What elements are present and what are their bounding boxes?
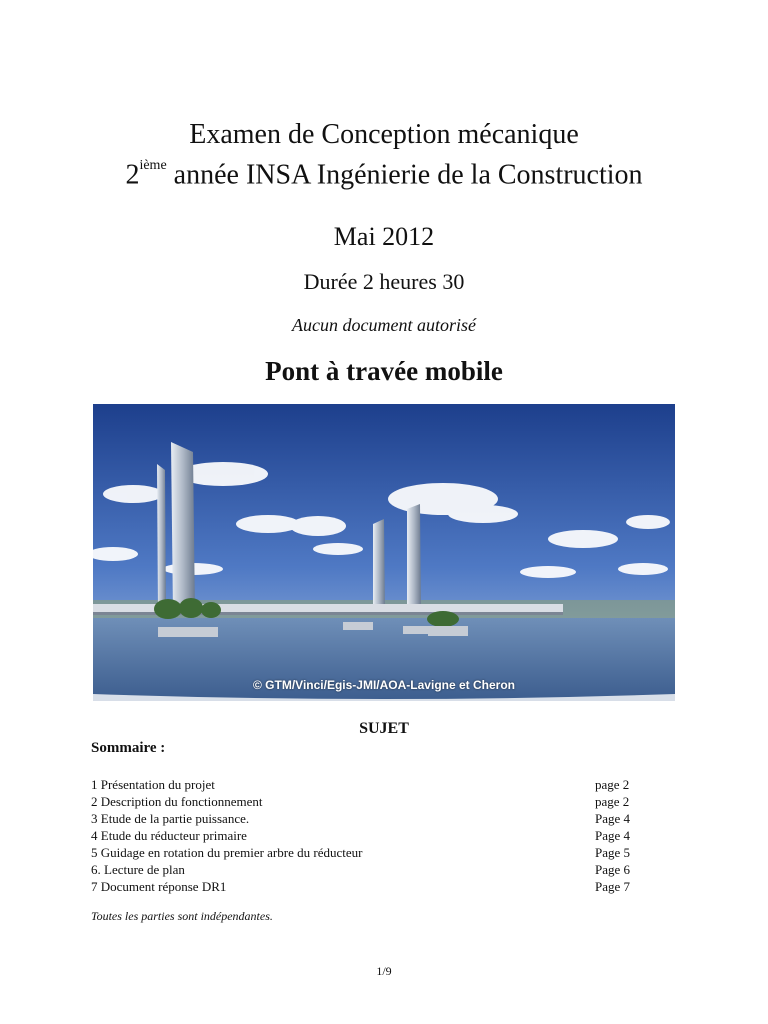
toc-item bbox=[91, 861, 641, 878]
toc-item-page: Page 5 bbox=[595, 845, 631, 860]
independence-note: Toutes les parties sont indépendantes. bbox=[91, 909, 273, 923]
toc-item bbox=[91, 776, 641, 793]
toc-item bbox=[91, 844, 641, 861]
toc-item-page: Page 7 bbox=[595, 879, 631, 894]
subject-title: Pont à travée mobile bbox=[265, 356, 503, 386]
toc-item-page: Page 4 bbox=[595, 811, 631, 826]
toc-item-label: 4 Etude du réducteur primaire bbox=[91, 828, 247, 843]
photo-credit: © GTM/Vinci/Egis-JMI/AOA-Lavigne et Cheron bbox=[253, 678, 515, 692]
exam-title: Examen de Conception mécanique bbox=[189, 119, 579, 150]
toc-item-page: page 2 bbox=[595, 794, 630, 809]
toc-item-label: 6. Lecture de plan bbox=[91, 862, 185, 877]
exam-duration: Durée 2 heures 30 bbox=[303, 269, 465, 294]
page-number: 1/9 bbox=[376, 964, 392, 978]
toc-item-label: 1 Présentation du projet bbox=[91, 777, 215, 792]
subtitle-superscript: ième bbox=[139, 158, 167, 173]
toc-item-label: 5 Guidage en rotation du premier arbre du réducteur bbox=[91, 845, 363, 860]
subtitle-rest: année INSA Ingénierie de la Construction bbox=[166, 159, 643, 191]
toc-item-label: 7 Document réponse DR1 bbox=[91, 879, 227, 894]
section-label: SUJET bbox=[359, 720, 409, 737]
toc-item-page: page 2 bbox=[595, 777, 630, 792]
toc-item-page: Page 4 bbox=[595, 828, 631, 843]
table-of-contents bbox=[91, 776, 641, 895]
toc-item bbox=[91, 810, 641, 827]
exam-subtitle bbox=[0, 153, 768, 192]
exam-date: Mai 2012 bbox=[333, 222, 435, 251]
toc-item-label: 2 Description du fonctionnement bbox=[91, 794, 263, 809]
documents-rule: Aucun document autorisé bbox=[292, 315, 476, 335]
toc-item bbox=[91, 793, 641, 810]
toc-item-page: Page 6 bbox=[595, 862, 631, 877]
toc-item bbox=[91, 878, 641, 895]
toc-item bbox=[91, 827, 641, 844]
subtitle-year: 2 bbox=[125, 159, 140, 191]
bridge-photo bbox=[93, 404, 675, 701]
toc-heading: Sommaire : bbox=[91, 740, 166, 756]
bridge-illustration bbox=[93, 404, 675, 701]
toc-item-label: 3 Etude de la partie puissance. bbox=[91, 811, 250, 826]
